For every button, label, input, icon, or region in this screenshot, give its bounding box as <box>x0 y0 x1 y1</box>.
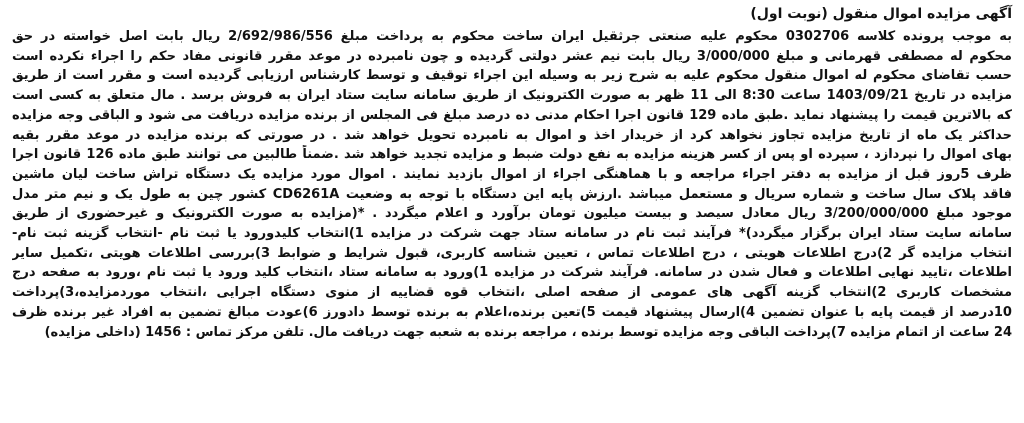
notice-line: مزایده در تاریخ 1403/09/21 ساعت 8:30 الی 11 ظهر به صورت الکترونیک از طریق سامانه سایت ستاد ایران به فروش برسد . مال متعلق به کسی است <box>12 88 1012 104</box>
notice-line: حسب تقاضای محکوم له اموال منقول محکوم علیه به شرح زیر به وسیله این اجراء توقیف و توسط کارشناس ارزیابی گردیده است و مقرر است از طریق <box>12 68 1012 84</box>
notice-line: 10درصد از قیمت پایه با عنوان تضمین 4)ارسال پیشنهاد قیمت 5)تعین برنده،اعلام به برنده توسط دادورز 6)عودت مبالغ تضمین به افراد غیر برنده ظرف <box>12 304 1012 320</box>
notice-line: بهای اموال را نپردازد ، سپرده او پس از کسر هزینه مزایده به نفع دولت ضبط و مزایده تجدید خواهد شد .ضمناً طالبین می توانند طبق ماده 126 قانون اجرا <box>12 147 1012 163</box>
notice-title: آگهی مزایده اموال منقول (نوبت اول) <box>750 6 1012 22</box>
notice-line: انتخاب مزایده گر 2)درج اطلاعات هویتی ، درج اطلاعات تماس ، تعیین شناسه کاربری، قبول شرایط و ضوابط 3)بررسی اطلاعات هویتی ،تکمیل سایر <box>12 245 1012 261</box>
notice-line: اطلاعات ،تایید نهایی اطلاعات و فعال شدن در سامانه. فرآیند شرکت در مزایده 1)ورود به سامانه ستاد ،انتخاب کلید ورود یا ثبت نام ،ورود به صفحه درج <box>12 265 1012 281</box>
notice-line: ظرف 5روز قبل از مزایده به دفتر اجراء مراجعه و با هماهنگی اجراء از اموال بازدید نمایند . اموال مورد مزایده یک دستگاه تراش ساخت لیان ماشین <box>12 166 1012 182</box>
notice-line: به موجب پرونده کلاسه 0302706 محکوم علیه صنعتی جرثقیل ایران ساخت محکوم به پرداخت مبلغ 2/692/986/556 ریال بابت اصل خواسته در حق <box>12 29 1012 44</box>
notice-line: که بالاترین قیمت را پیشنهاد نماید .طبق ماده 129 قانون اجرا احکام مدنی ده درصد مبلغ فی المجلس از برنده مزایده دریافت می شود و الباقی وجه مزایده <box>12 107 1012 123</box>
notice-line: حداکثر یک ماه از تاریخ مزایده تجاوز نخواهد کرد از خریدار اخذ و اموال به نامبرده تحویل خواهد شد . در صورتی که برنده مزایده در موعد مقرر بقیه <box>12 127 1012 143</box>
notice-line: موجود مبلغ 3/200/000/000 ریال معادل سیصد و بیست میلیون تومان برآورد و اعلام میگردد . *(مزایده به صورت الکترونیک و غیرحضوری از طریق <box>12 206 1012 222</box>
notice-body <box>12 27 1012 342</box>
notice-line: سامانه سایت ستاد ایران برگزار میگردد)* فرآیند ثبت نام در سامانه ستاد جهت شرکت در مزایده 1)انتخاب کلیدورود یا ثبت نام -انتخاب گزینه ثبت نام- <box>12 226 1012 242</box>
notice-line: محکوم له مصطفی قهرمانی و مبلغ 3/000/000 ریال بابت نیم عشر دولتی گردیده و چون نامبرده در موعد مقرر قانونی مفاد حکم را اجراء نکرده است <box>12 48 1012 64</box>
notice-line: فاقد پلاک سال ساخت و شماره سریال و مستعمل میباشد .ارزش پایه این دستگاه با توجه به وضعیت CD6261A کشور چین به طول یک و نیم متر مدل <box>12 186 1012 202</box>
notice-line: مشخصات کاربری 2)انتخاب گزینه آگهی های عمومی از صفحه اصلی ،انتخاب قوه قضاییه از منوی دستگاه اجرایی ،انتخاب موردمزایده،3)پرداخت <box>12 285 1012 301</box>
notice-line: 24 ساعت از اتمام مزایده 7)پرداخت الباقی وجه مزایده توسط برنده ، مراجعه برنده به شعبه جهت دریافت مال. تلفن مرکز تماس : 1456 (داخلی مزایده) <box>44 324 1012 340</box>
